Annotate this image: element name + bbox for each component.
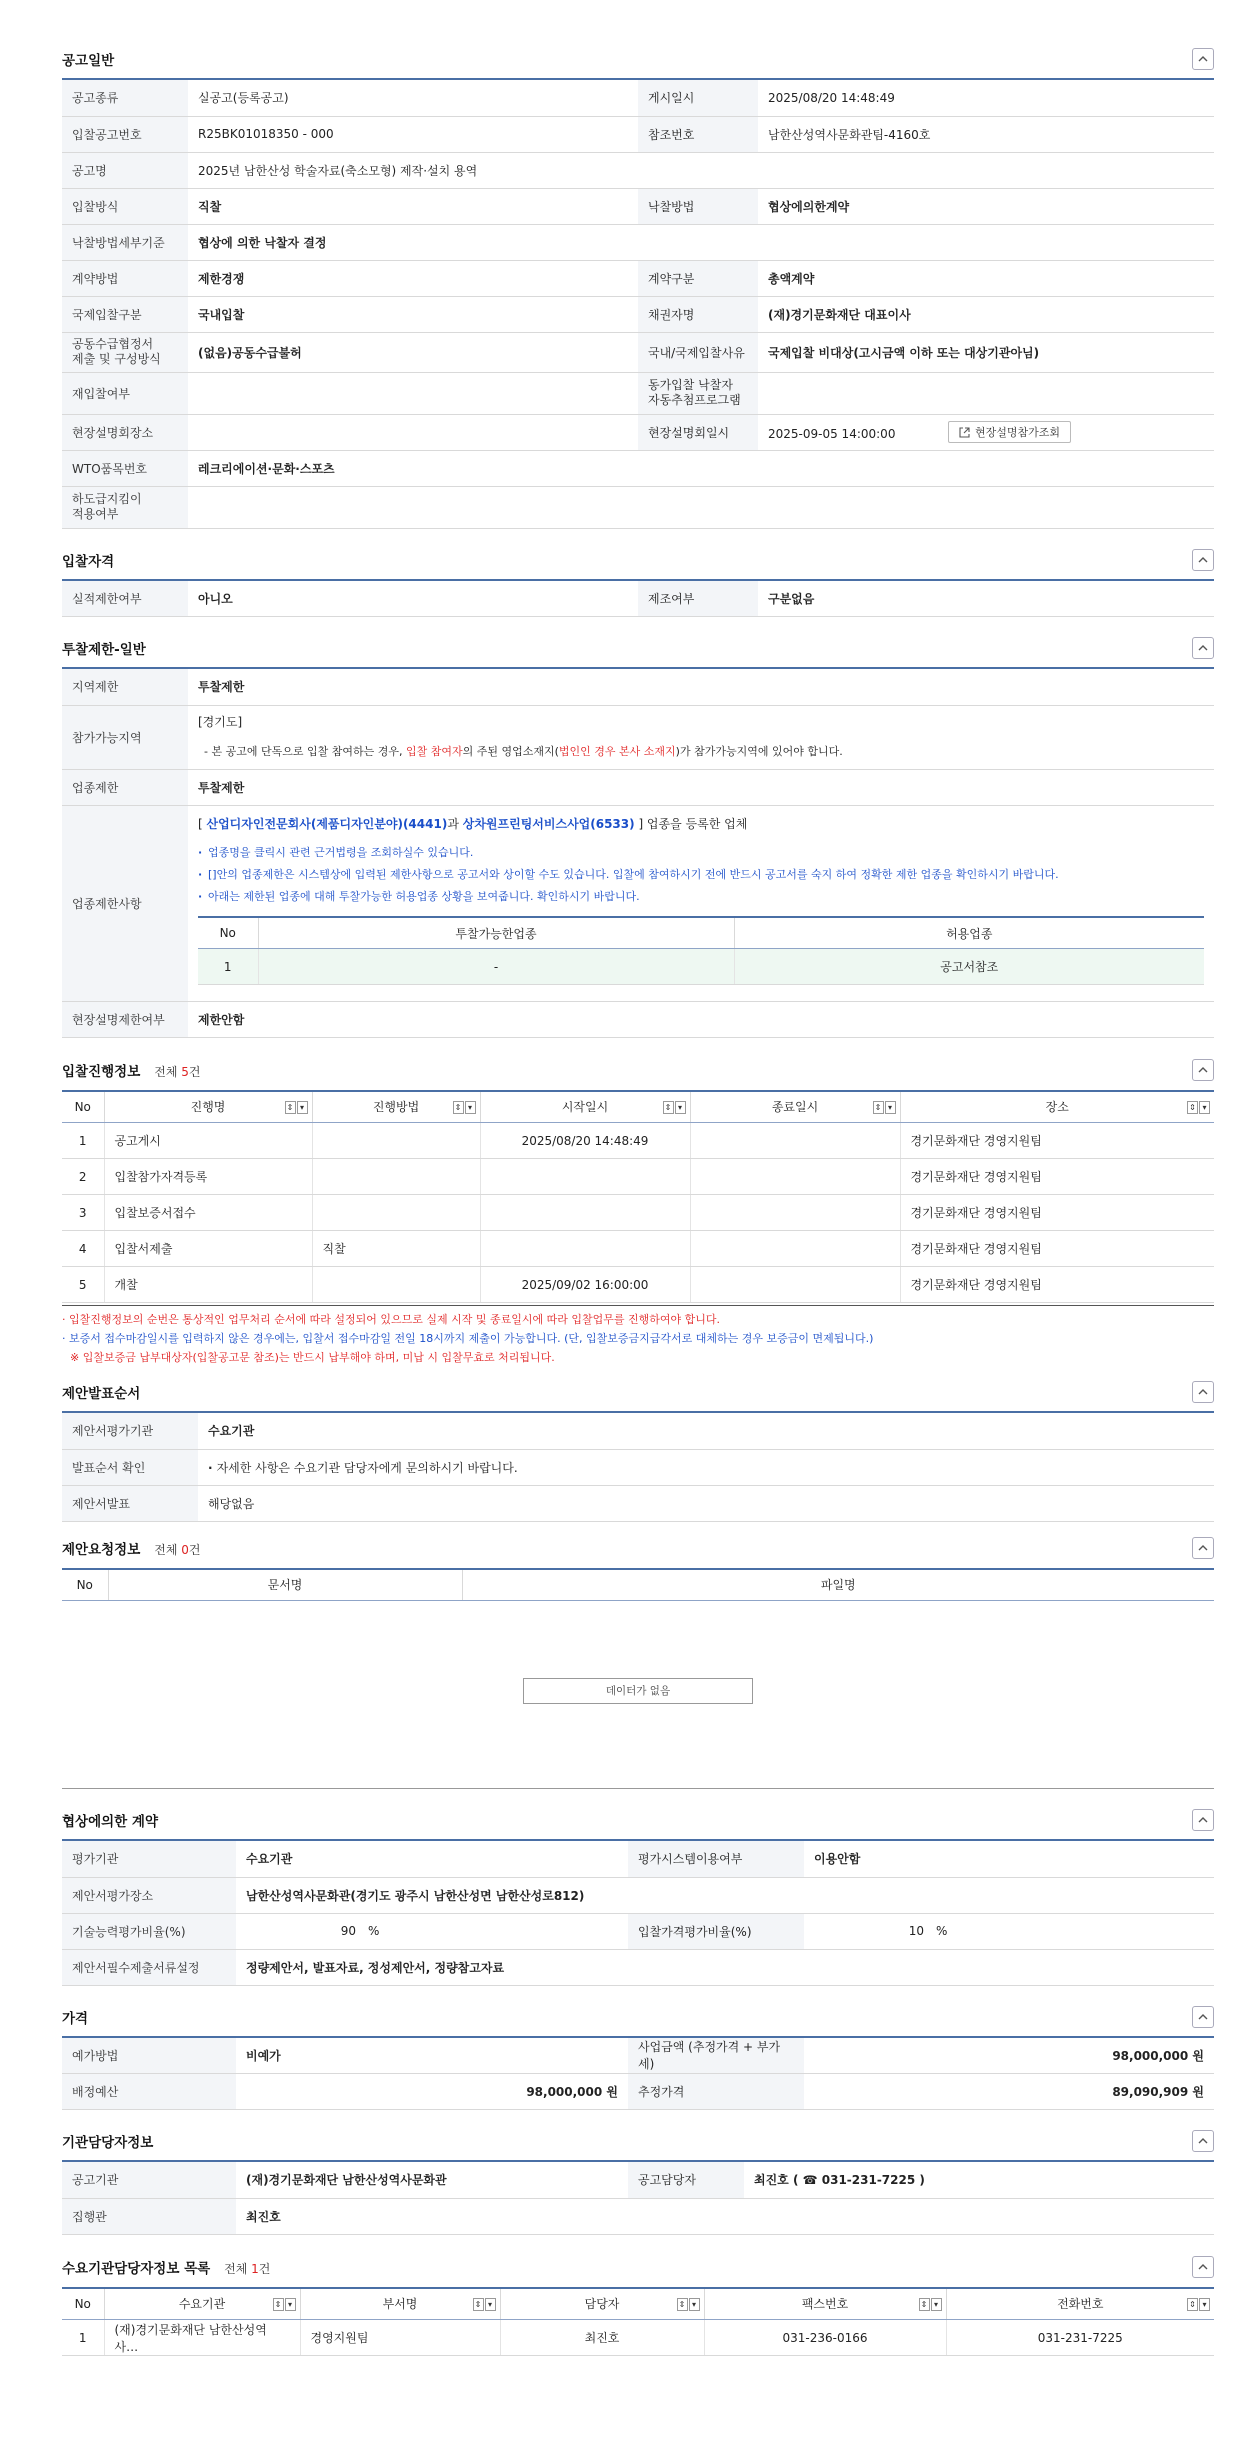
collapse-toggle[interactable] [1192, 1381, 1214, 1403]
header-label: 진행방법 [372, 1100, 420, 1115]
text: [ [198, 816, 207, 831]
cell: 1 [198, 949, 258, 985]
section-price [62, 1998, 1214, 2111]
allowed-biz-table [198, 916, 1204, 986]
chevron-up-icon [1198, 643, 1208, 653]
label: 채권자명 [638, 296, 758, 332]
value: 98,000,000 원 [804, 2038, 1214, 2074]
value: 비예가 [236, 2038, 628, 2074]
section-title: 기관담당자정보 [62, 2135, 154, 2151]
column-header: 문서명 [108, 1569, 462, 1601]
column-header: 투찰가능한업종 [258, 917, 734, 949]
note: ※ 입찰보증금 납부대상자(입찰공고문 참조)는 반드시 납부해야 하며, 미납 시 입찰무효로 처리됩니다. [70, 1351, 555, 1364]
value: 수요기관 [198, 1413, 1214, 1449]
chevron-up-icon [1198, 2012, 1208, 2022]
cell [312, 1267, 480, 1303]
cell: 입찰서제출 [104, 1231, 312, 1267]
header-label: 시작일시 [561, 1100, 609, 1115]
count-value: 1 [251, 2261, 259, 2276]
cell [690, 1267, 900, 1303]
label: 제안서평가장소 [62, 1877, 236, 1913]
table-row [62, 1195, 1214, 1231]
sort-icon[interactable]: ⇕ [873, 1101, 884, 1114]
section-restriction [62, 629, 1214, 1038]
column-header[interactable] [500, 2288, 704, 2320]
column-header[interactable] [900, 1091, 1214, 1123]
site-date-value: 2025-09-05 14:00:00 [768, 426, 896, 441]
column-header[interactable] [104, 1091, 312, 1123]
biz-restriction-header [198, 815, 1204, 832]
table-row [62, 1123, 1214, 1159]
table-row [62, 1231, 1214, 1267]
label: 계약구분 [638, 260, 758, 296]
value: 협상에의한계약 [758, 188, 1214, 224]
label: 실적제한여부 [62, 581, 188, 617]
cell [312, 1123, 480, 1159]
chevron-up-icon [1198, 1543, 1208, 1553]
label: 업종제한사항 [62, 805, 188, 1001]
count-value: 5 [181, 1064, 189, 1079]
label: 현장설명회장소 [62, 414, 188, 450]
value: 실공고(등록공고) [188, 80, 638, 116]
value: 98,000,000 원 [236, 2074, 628, 2110]
sort-icon[interactable]: ⇕ [273, 2298, 284, 2311]
value: 협상에 의한 낙찰자 결정 [188, 224, 1214, 260]
filter-dropdown-icon[interactable]: ▾ [931, 2298, 942, 2311]
cell [690, 1159, 900, 1195]
count-label: 전체 [224, 2261, 252, 2276]
column-header: 허용업종 [734, 917, 1204, 949]
cell: 2025/08/20 14:48:49 [480, 1123, 690, 1159]
label: 평가기관 [62, 1841, 236, 1877]
column-header: No [62, 1569, 108, 1601]
sort-icon[interactable]: ⇕ [473, 2298, 484, 2311]
column-header[interactable] [104, 2288, 300, 2320]
label: 게시일시 [638, 80, 758, 116]
label: 하도급지킴이 적용여부 [62, 486, 188, 528]
value: 89,090,909 원 [804, 2074, 1214, 2110]
value: 최진호 [236, 2198, 1214, 2234]
label: 추정가격 [628, 2074, 804, 2110]
label: 제안서필수제출서류설정 [62, 1949, 236, 1985]
count-label: 전체 [154, 1542, 182, 1557]
note-text: )가 참가가능지역에 있어야 합니다. [675, 745, 843, 758]
header-label: No [74, 1099, 91, 1114]
header-label: 진행명 [190, 1100, 226, 1115]
value: 10 [908, 1924, 924, 1938]
label: 재입찰여부 [62, 372, 188, 414]
value: 투찰제한 [188, 669, 1214, 705]
section-proposal-request [62, 1528, 1214, 1790]
list-item: · 아래는 제한된 업종에 대해 투찰가능한 허용업종 상황을 보여줍니다. 확인하시기 바랍니다. [198, 886, 1204, 908]
cell: 공고서참조 [734, 949, 1204, 985]
label: 참조번호 [638, 116, 758, 152]
chevron-up-icon [1198, 54, 1208, 64]
sort-icon[interactable]: ⇕ [1187, 1101, 1198, 1114]
chevron-up-icon [1198, 2262, 1208, 2272]
note: · 입찰진행정보의 순번은 통상적인 업무처리 순서에 따라 설정되어 있으므로 실제 시작 및 종료일시에 따라 입찰업무를 진행하여야 합니다. [62, 1313, 720, 1326]
column-header: No [198, 917, 258, 949]
header-label: No [74, 2296, 91, 2311]
section-title: 투찰제한-일반 [62, 642, 146, 658]
external-link-icon [959, 427, 970, 438]
label: 예가방법 [62, 2038, 236, 2074]
label: WTO품목번호 [62, 450, 188, 486]
filter-dropdown-icon[interactable]: ▾ [285, 2298, 296, 2311]
filter-dropdown-icon[interactable]: ▾ [675, 1101, 686, 1114]
total-count [154, 1065, 200, 1079]
list-item: · []안의 업종제한은 시스템상에 입력된 제한사항으로 공고서와 상이할 수도 있습니다. 입찰에 참여하시기 전에 반드시 공고서를 숙지 하여 정확한 제한 업종을 확인하시기 바랍니다. [198, 864, 1204, 886]
sort-icon[interactable]: ⇕ [453, 1101, 464, 1114]
value: 아니오 [188, 581, 638, 617]
cell: 031-236-0166 [704, 2320, 946, 2356]
bullet-icon: · [208, 1460, 213, 1475]
label: 낙찰방법세부기준 [62, 224, 188, 260]
biz-notes [198, 842, 1204, 908]
note-text: 의 주된 영업소재지( [462, 745, 559, 758]
label: 기술능력평가비율(%) [62, 1913, 236, 1949]
label: 계약방법 [62, 260, 188, 296]
section-title: 가격 [62, 2010, 89, 2027]
column-header [62, 2288, 104, 2320]
label: 공고종류 [62, 80, 188, 116]
collapse-toggle[interactable] [1192, 549, 1214, 571]
section-title: 입찰자격 [62, 553, 115, 570]
value: (재)경기문화재단 남한산성역사문화관 [236, 2162, 628, 2198]
cell [480, 1231, 690, 1267]
cell: 2 [62, 1159, 104, 1195]
section-agency [62, 2122, 1214, 2235]
value: 레크리에이션·문화·스포츠 [188, 450, 1214, 486]
value: 제한안함 [188, 1001, 1214, 1037]
filter-dropdown-icon[interactable]: ▾ [485, 2298, 496, 2311]
note-highlight: 입찰 참여자 [405, 745, 463, 758]
label: 공동수급협정서 제출 및 구성방식 [62, 332, 188, 372]
cell: - [258, 949, 734, 985]
sort-icon[interactable]: ⇕ [285, 1101, 296, 1114]
total-count [224, 2262, 270, 2276]
sort-icon[interactable]: ⇕ [663, 1101, 674, 1114]
filter-dropdown-icon[interactable]: ▾ [885, 1101, 896, 1114]
value: 90 [340, 1924, 356, 1938]
label: 참가가능지역 [62, 705, 188, 769]
note-highlight: 법인인 경우 본사 소재지 [558, 745, 676, 758]
section-title: 공고일반 [62, 53, 115, 69]
cell [690, 1231, 900, 1267]
unit: % [936, 1924, 948, 1938]
value: 구분없음 [758, 581, 1214, 617]
label: 국제입찰구분 [62, 296, 188, 332]
header-label: 장소 [1045, 1100, 1069, 1115]
label: 동가입찰 낙찰자 자동추첨프로그램 [638, 372, 758, 414]
value: (재)경기문화재단 대표이사 [758, 296, 1214, 332]
collapse-toggle[interactable] [1192, 2256, 1214, 2278]
note-text: - 본 공고에 단독으로 입찰 참여하는 경우, [204, 745, 406, 758]
label: 현장설명회일시 [638, 414, 758, 450]
column-header[interactable] [704, 2288, 946, 2320]
value: 남한산성역사문화관(경기도 광주시 남한산성면 남한산성로812) [236, 1877, 1214, 1913]
total-count [154, 1543, 200, 1557]
chevron-up-icon [1198, 1815, 1208, 1825]
cell: 경기문화재단 경영지원팀 [900, 1159, 1214, 1195]
cell [690, 1123, 900, 1159]
label: 공고담당자 [628, 2162, 744, 2198]
section-progress [62, 1050, 1214, 1368]
value: 총액계약 [758, 260, 1214, 296]
empty-message: 데이터가 없음 [523, 1678, 753, 1704]
site-briefing-button[interactable] [948, 421, 1071, 443]
empty-state [62, 1601, 1214, 1789]
progress-table [62, 1090, 1214, 1304]
chevron-up-icon [1198, 1387, 1208, 1397]
demand-table [62, 2287, 1214, 2357]
value: 자세한 사항은 수요기관 담당자에게 문의하시기 바랍니다. [216, 1460, 518, 1475]
column-header[interactable] [300, 2288, 500, 2320]
sort-icon[interactable]: ⇕ [1187, 2298, 1198, 2311]
value [188, 414, 638, 450]
collapse-toggle[interactable] [1192, 1059, 1214, 1081]
label: 집행관 [62, 2198, 236, 2234]
cell: 공고게시 [104, 1123, 312, 1159]
chevron-up-icon [1198, 1065, 1208, 1075]
filter-dropdown-icon[interactable]: ▾ [297, 1101, 308, 1114]
cell: 입찰참가자격등록 [104, 1159, 312, 1195]
chevron-up-icon [1198, 2136, 1208, 2146]
cell [312, 1195, 480, 1231]
cell: 경기문화재단 경영지원팀 [900, 1123, 1214, 1159]
header-label: 부서명 [382, 2297, 418, 2312]
label: 배정예산 [62, 2074, 236, 2110]
column-header[interactable] [690, 1091, 900, 1123]
label: 제조여부 [638, 581, 758, 617]
count-unit: 건 [188, 1064, 201, 1079]
collapse-toggle[interactable] [1192, 2006, 1214, 2028]
label: 공고명 [62, 152, 188, 188]
cell: 경기문화재단 경영지원팀 [900, 1231, 1214, 1267]
label: 현장설명제한여부 [62, 1001, 188, 1037]
cell: 1 [62, 2320, 104, 2356]
section-proposal-order [62, 1373, 1214, 1522]
cell: 경기문화재단 경영지원팀 [900, 1195, 1214, 1231]
label: 업종제한 [62, 769, 188, 805]
text: 과 [447, 816, 463, 831]
section-title: 협상에의한 계약 [62, 1814, 158, 1830]
collapse-toggle[interactable] [1192, 48, 1214, 70]
filter-dropdown-icon[interactable]: ▾ [689, 2298, 700, 2311]
cell: 경기문화재단 경영지원팀 [900, 1267, 1214, 1303]
value: 최진호 ( ☎ 031-231-7225 ) [744, 2162, 1214, 2198]
collapse-toggle[interactable] [1192, 2130, 1214, 2152]
label: 입찰공고번호 [62, 116, 188, 152]
chevron-up-icon [1198, 555, 1208, 565]
collapse-toggle[interactable] [1192, 1809, 1214, 1831]
cell: 1 [62, 1123, 104, 1159]
label: 제안서발표 [62, 1485, 198, 1521]
header-label: 팩스번호 [801, 2297, 849, 2312]
cell: 직찰 [312, 1231, 480, 1267]
bid-notice-detail [62, 40, 1214, 2356]
cell: 경영지원팀 [300, 2320, 500, 2356]
value [188, 486, 1214, 528]
value: 남한산성역사문화관팀-4160호 [758, 116, 1214, 152]
column-header[interactable] [946, 2288, 1214, 2320]
value: 제한경쟁 [188, 260, 638, 296]
table-row [62, 1267, 1214, 1303]
biz-link-6533[interactable]: 상차원프린팅서비스사업(6533) [462, 816, 635, 831]
cell: 최진호 [500, 2320, 704, 2356]
cell: (재)경기문화재단 남한산성역사… [104, 2320, 300, 2356]
value: R25BK01018350 - 000 [188, 116, 638, 152]
label: 국내/국제입찰사유 [638, 332, 758, 372]
cell: 5 [62, 1267, 104, 1303]
section-qualification [62, 541, 1214, 618]
label: 지역제한 [62, 669, 188, 705]
count-unit: 건 [188, 1542, 201, 1557]
label: 사업금액 (추정가격 + 부가세) [628, 2038, 804, 2074]
section-title: 제안발표순서 [62, 1386, 141, 1402]
area-note [198, 742, 1204, 761]
general-table [62, 80, 1214, 529]
header-label: 전화번호 [1057, 2297, 1104, 2312]
value: 직찰 [188, 188, 638, 224]
header-label: 담당자 [584, 2297, 620, 2312]
value: 이용안함 [804, 1841, 1214, 1877]
section-general [62, 40, 1214, 529]
section-negotiation [62, 1801, 1214, 1986]
value [188, 372, 638, 414]
cell: 031-231-7225 [946, 2320, 1214, 2356]
table-row [62, 1159, 1214, 1195]
header-label: 수요기관 [178, 2297, 226, 2312]
section-demand [62, 2247, 1214, 2357]
value: 투찰제한 [188, 769, 1214, 805]
cell [312, 1159, 480, 1195]
value: 국제입찰 비대상(고시금액 이하 또는 대상기관아님) [758, 332, 1214, 372]
area-tag: [경기도] [198, 715, 243, 729]
value: (없음)공동수급불허 [188, 332, 638, 372]
value: 2025/08/20 14:48:49 [758, 80, 1214, 116]
label: 평가시스템이용여부 [628, 1841, 804, 1877]
value: 정량제안서, 발표자료, 정성제안서, 정량참고자료 [236, 1949, 1214, 1985]
cell: 입찰보증서접수 [104, 1195, 312, 1231]
cell: 4 [62, 1231, 104, 1267]
proposal-request-table [62, 1568, 1214, 1602]
value [758, 372, 1214, 414]
button-label: 현장설명참가조회 [975, 426, 1061, 439]
table-row [62, 2320, 1214, 2356]
filter-dropdown-icon[interactable]: ▾ [465, 1101, 476, 1114]
sort-icon[interactable]: ⇕ [919, 2298, 930, 2311]
section-title: 제안요청정보 [62, 1541, 141, 1558]
filter-dropdown-icon[interactable]: ▾ [1199, 2298, 1210, 2311]
label: 발표순서 확인 [62, 1449, 198, 1485]
column-header[interactable] [312, 1091, 480, 1123]
count-value: 0 [181, 1542, 189, 1557]
progress-notes [62, 1305, 1214, 1367]
label: 입찰가격평가비율(%) [628, 1913, 804, 1949]
column-header [62, 1091, 104, 1123]
column-header[interactable] [480, 1091, 690, 1123]
label: 제안서평가기관 [62, 1413, 198, 1449]
section-title: 입찰진행정보 [62, 1063, 141, 1080]
unit: % [368, 1924, 380, 1938]
collapse-toggle[interactable] [1192, 1537, 1214, 1559]
cell [480, 1195, 690, 1231]
filter-dropdown-icon[interactable]: ▾ [1199, 1101, 1210, 1114]
collapse-toggle[interactable] [1192, 637, 1214, 659]
biz-link-4441[interactable]: 산업디자인전문회사(제품디자인분야)(4441) [206, 816, 448, 831]
value: 해당없음 [198, 1485, 1214, 1521]
cell: 3 [62, 1195, 104, 1231]
text: ] 업종을 등록한 업체 [634, 816, 748, 831]
value: 2025년 남한산성 학술자료(축소모형) 제작·설치 용역 [188, 152, 1214, 188]
cell [690, 1195, 900, 1231]
count-unit: 건 [258, 2261, 271, 2276]
sort-icon[interactable]: ⇕ [677, 2298, 688, 2311]
value: 국내입찰 [188, 296, 638, 332]
list-item: · 업종명을 클릭시 관련 근거법령을 조회하실수 있습니다. [198, 842, 1204, 864]
value: 수요기관 [236, 1841, 628, 1877]
header-label: 종료일시 [771, 1100, 819, 1115]
table-row [198, 949, 1204, 985]
count-label: 전체 [154, 1064, 182, 1079]
cell [480, 1159, 690, 1195]
label: 공고기관 [62, 2162, 236, 2198]
cell: 2025/09/02 16:00:00 [480, 1267, 690, 1303]
label: 입찰방식 [62, 188, 188, 224]
section-title: 수요기관담당자정보 목록 [62, 2260, 211, 2277]
label: 낙찰방법 [638, 188, 758, 224]
column-header: 파일명 [462, 1569, 1214, 1601]
cell: 개찰 [104, 1267, 312, 1303]
note: · 보증서 접수마감일시를 입력하지 않은 경우에는, 입찰서 접수마감일 전일 18시까지 제출이 가능합니다. (단, 입찰보증금지급각서로 대체하는 경우 보증금이 면제됩니다.) [62, 1332, 874, 1345]
